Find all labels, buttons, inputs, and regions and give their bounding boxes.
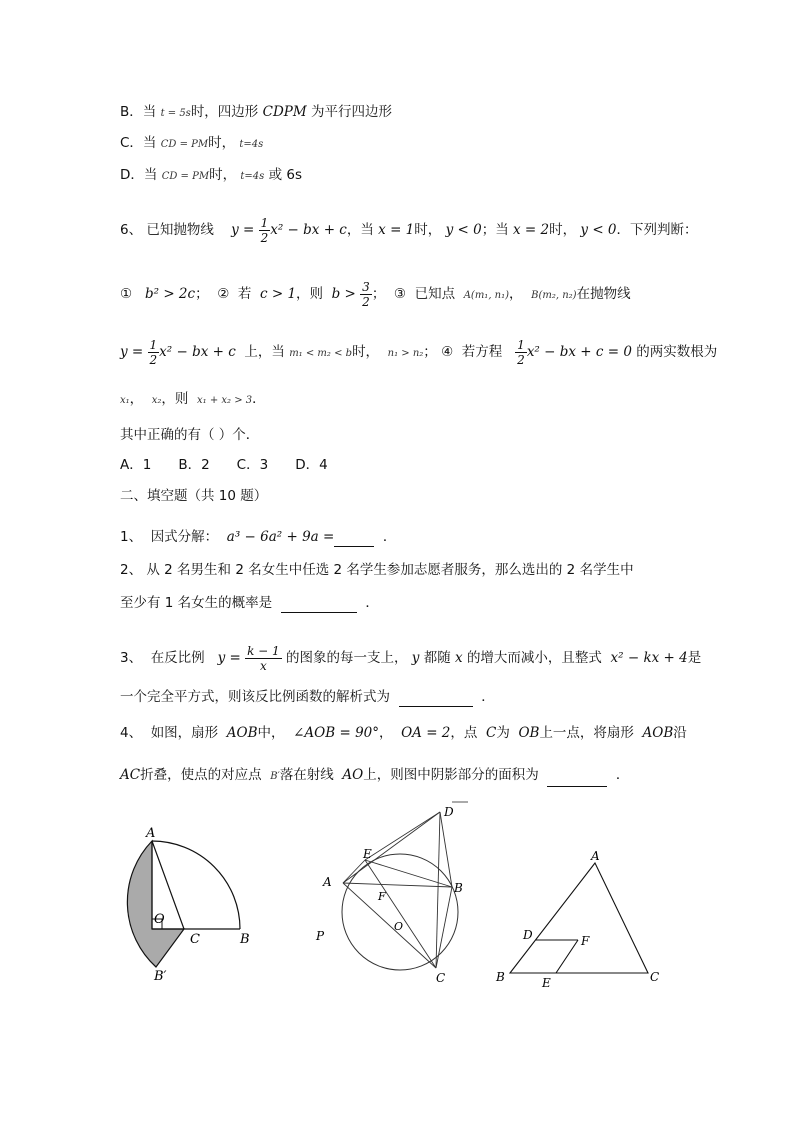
- fraction: $\frac{1}{2}$: [517, 337, 525, 367]
- fraction: $\frac{3}{2}$: [362, 279, 370, 309]
- label-o: O: [154, 912, 165, 927]
- option-b: B．当 t = 5s时，四边形 CDPM 为平行四边形: [120, 104, 392, 120]
- section-title: 二、填空题（共 10 题）: [120, 488, 268, 504]
- label-a: A: [591, 849, 600, 863]
- label-a: A: [146, 826, 156, 841]
- q6-line1: 6、 已知抛物线 y = $\frac{1}{2}$ x² − bx + c，当 x = 1时， y < 0；当 x = 2时， y < 0．下列判断：: [120, 215, 698, 245]
- q6-line3: y = $\frac{1}{2}$ x² − bx + c 上，当 m₁ < m₂ < b时， n₁ > n₂； ④ 若方程 $\frac{1}{2}$ x² − bx + c = 0 的两实数根为: [120, 337, 718, 367]
- q6-choices: A．1 B．2 C．3 D．4: [120, 457, 328, 473]
- answer-blank: [547, 766, 607, 787]
- answer-blank: [334, 526, 374, 547]
- fill-3-line1: 3、 在反比例 y = $\frac{k - 1}{x}$ 的图象的每一支上， y 都随 x 的增大而减小，且整式 x² − kx + 4是: [120, 643, 702, 673]
- sector-arc: [152, 841, 240, 929]
- figure-sector: [120, 815, 280, 995]
- label-o: O: [394, 920, 404, 933]
- label-p: P: [316, 929, 325, 943]
- label-c: C: [436, 971, 446, 985]
- label-f: F: [378, 890, 386, 903]
- figure-circle: [310, 800, 485, 990]
- answer-blank: [281, 592, 357, 613]
- label-f: F: [581, 934, 590, 948]
- fill-1: 1、 因式分解： a³ − 6a² + 9a = ．: [120, 526, 396, 547]
- label-d: D: [444, 805, 454, 819]
- fraction: $\frac{1}{2}$: [149, 337, 158, 367]
- label-b: B: [496, 970, 505, 984]
- label-b-prime: B′: [154, 969, 167, 984]
- q6-line4: x₁， x₂，则 x₁ + x₂ > 3．: [120, 391, 266, 407]
- label-d: D: [523, 928, 533, 942]
- label-b: B: [454, 881, 463, 895]
- label-c: C: [190, 932, 200, 947]
- q6-line2: ① b² > 2c； ② 若 c > 1，则 b > $\frac{3}{2}$ ； ③ 已知点 A(m₁, n₁)， B(m₂, n₂)在抛物线: [120, 279, 631, 309]
- label-e: E: [363, 847, 372, 861]
- answer-blank: [399, 686, 473, 707]
- fraction: $\frac{k - 1}{x}$: [247, 643, 280, 673]
- fill-4-line1: 4、 如图，扇形 AOB中， ∠AOB = 90°， OA = 2，点 C为 OB上一点，将扇形 AOB沿: [120, 725, 687, 741]
- label-b: B: [240, 932, 250, 947]
- q6-ask: 其中正确的有（ ）个．: [120, 427, 260, 443]
- label-e: E: [542, 976, 551, 990]
- fill-2-line1: 2、 从 2 名男生和 2 名女生中任选 2 名学生参加志愿者服务，那么选出的 2 名学生中: [120, 562, 634, 578]
- figure-triangle: [490, 845, 670, 990]
- fill-3-line2: 一个完全平方式，则该反比例函数的解析式为 ．: [120, 686, 495, 707]
- fill-4-line2: AC折叠，使点的对应点 B′落在射线 AO上，则图中阴影部分的面积为 ．: [120, 765, 629, 787]
- fill-2-line2: 至少有 1 名女生的概率是 ．: [120, 592, 379, 613]
- option-d: D．当 CD = PM时， t=4s 或 6s: [120, 167, 302, 183]
- label-a: A: [323, 875, 332, 889]
- label-c: C: [650, 970, 660, 984]
- option-c: C．当 CD = PM时， t=4s: [120, 135, 264, 151]
- fraction: $\frac{1}{2}$: [260, 215, 269, 245]
